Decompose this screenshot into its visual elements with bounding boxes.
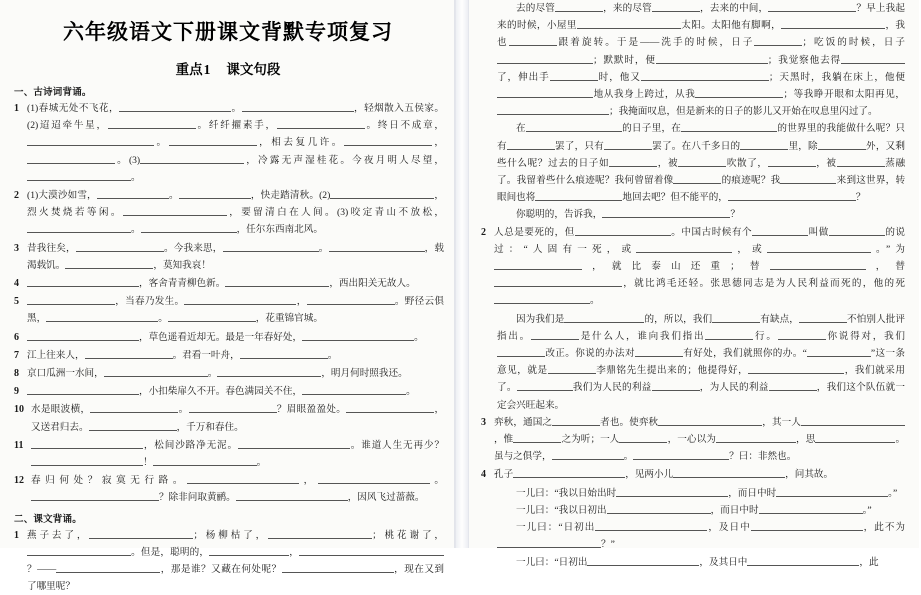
answer-blank[interactable] xyxy=(97,187,169,199)
group-heading-poetry: 一、古诗词背诵。 xyxy=(14,88,92,98)
answer-blank[interactable] xyxy=(65,257,153,269)
question-item xyxy=(12,240,444,274)
answer-blank[interactable] xyxy=(837,155,885,167)
question-number: 12 xyxy=(14,475,24,487)
answer-blank[interactable] xyxy=(507,138,555,150)
answer-blank[interactable] xyxy=(607,502,711,514)
answer-blank[interactable] xyxy=(751,519,863,531)
section-number: 1 xyxy=(203,62,211,77)
answer-blank[interactable] xyxy=(695,86,783,98)
question-text: 孔子 ，见两小儿 ，问其故。 xyxy=(494,466,905,483)
answer-blank[interactable] xyxy=(728,189,856,201)
answer-blank[interactable] xyxy=(79,454,143,466)
section-heading xyxy=(12,58,444,78)
question-text: 江上往来人， 。君看一叶舟， 。 xyxy=(27,347,444,364)
question-number: 5 xyxy=(14,296,19,308)
question-number: 2 xyxy=(481,226,486,238)
answer-blank[interactable] xyxy=(768,155,816,167)
section-name: 课文句段 xyxy=(226,62,281,77)
question-item xyxy=(12,383,444,400)
question-text: 弈秋，通国之 者也。使弈秋 ，其一人，惟 之为听；一人 ，一心以为 ，思 。虽与之俱学， 。 ？曰：非然也。 xyxy=(494,414,905,466)
answer-blank[interactable] xyxy=(577,17,681,29)
answer-blank[interactable] xyxy=(769,379,817,391)
answer-blank[interactable] xyxy=(633,448,729,460)
answer-blank[interactable] xyxy=(497,103,609,115)
answer-blank[interactable] xyxy=(189,401,277,413)
question-text: ，松间沙路净无泥。 。谁道人生无再少？！ 。 xyxy=(31,437,444,471)
answer-blank[interactable] xyxy=(302,329,414,341)
question-number: 3 xyxy=(481,416,486,428)
paragraph-text: 你聪明的，告诉我， ？ xyxy=(479,206,905,223)
answer-blank[interactable] xyxy=(307,293,395,305)
question-text: 水是眼波横， 。 ？眉眼盈盈处。 ，又送君归去。 ，千万和春住。 xyxy=(31,401,444,435)
answer-blank[interactable] xyxy=(652,0,700,12)
answer-blank[interactable] xyxy=(815,431,895,443)
answer-blank[interactable] xyxy=(799,311,847,323)
answer-blank[interactable] xyxy=(566,189,622,201)
question-text: (1)春城无处不飞花， 。 ，轻烟散入五侯家。(2)迢迢牵牛星， 。纤纤擢素手， 。终日不成章，。 ，相去复几许。 ，。(3) ，冷露无声湿桂花。今夜月明人尽望，。 xyxy=(27,100,444,186)
answer-blank[interactable] xyxy=(108,117,196,129)
paragraph-clipped: 一儿曰：“日初出 ，及其日中 ，此 xyxy=(479,554,905,571)
answer-blank[interactable] xyxy=(602,206,730,218)
answer-blank[interactable] xyxy=(123,134,154,146)
question-item xyxy=(12,100,444,186)
answer-blank[interactable] xyxy=(497,86,593,98)
question-item xyxy=(479,414,905,466)
answer-blank[interactable] xyxy=(716,431,796,443)
answer-blank[interactable] xyxy=(807,345,871,357)
answer-blank[interactable] xyxy=(31,489,159,501)
answer-blank[interactable] xyxy=(85,347,173,359)
answer-blank[interactable] xyxy=(140,152,244,164)
answer-blank[interactable] xyxy=(118,310,158,322)
group-heading-prose: 二、课文背诵。 xyxy=(14,514,82,525)
question-item xyxy=(479,466,905,483)
answer-blank[interactable] xyxy=(801,414,905,426)
answer-blank[interactable] xyxy=(31,437,143,449)
answer-blank[interactable] xyxy=(31,454,79,466)
answer-blank[interactable] xyxy=(277,117,365,129)
answer-blank[interactable] xyxy=(27,383,139,395)
question-number: 4 xyxy=(14,278,19,290)
answer-blank[interactable] xyxy=(509,34,557,46)
question-number: 3 xyxy=(14,242,19,254)
answer-blank[interactable] xyxy=(841,52,905,64)
paragraph-text: 因为我们是 的，所以，我们 有缺点， 不怕别人批评指出。 是什么人，谁向我们指出 行。 你说得对，我们改正。你说的办法对 有好处，我们就照你的办。“ ”这一条意见，就是 李鼎铭先生提出来的；他提得好， ，我们就采用了。 我们为人民的利益 ，为人民的利益 ，我们这个队伍就一定会兴旺起来。 xyxy=(479,311,905,414)
paragraph-text: 在 的日子里，在 的世界里的我能做什么呢？只有 罢了，只有 罢了。在八千多日的 里，除 外，又剩些什么呢？过去的日子如 ，被 吹散了， ，被 蒸融了。我留着些什么痕迹呢？我何曾留着像 的痕迹呢？我 来到这世界，转眼间也将 地回去吧？但不能平的， ？ xyxy=(479,120,905,206)
answer-blank[interactable] xyxy=(89,419,177,431)
section-label: 重点 xyxy=(175,62,203,77)
answer-blank[interactable] xyxy=(535,189,566,201)
answer-blank[interactable] xyxy=(268,527,372,539)
answer-blank[interactable] xyxy=(119,100,231,112)
answer-blank[interactable] xyxy=(223,240,319,252)
answer-blank[interactable] xyxy=(27,329,139,341)
answer-blank[interactable] xyxy=(652,379,700,391)
question-item xyxy=(479,224,905,310)
answer-blank[interactable] xyxy=(90,401,178,413)
answer-blank[interactable] xyxy=(531,328,579,340)
question-number: 2 xyxy=(14,190,19,202)
answer-blank[interactable] xyxy=(27,169,131,181)
answer-blank[interactable] xyxy=(635,345,683,357)
answer-blank[interactable] xyxy=(752,224,808,236)
question-item xyxy=(12,187,444,239)
right-page xyxy=(469,0,919,568)
answer-blank[interactable] xyxy=(346,401,434,413)
question-text: ，小扣柴扉久不开。春色满园关不住， 。 xyxy=(27,383,444,400)
question-item xyxy=(12,437,444,471)
question-number: 8 xyxy=(14,368,19,380)
answer-blank[interactable] xyxy=(552,448,624,460)
answer-blank[interactable] xyxy=(673,466,785,478)
answer-blank[interactable] xyxy=(740,138,788,150)
answer-blank[interactable] xyxy=(494,258,582,270)
question-text: ，客舍青青柳色新。 ，西出阳关无故人。 xyxy=(27,275,444,292)
answer-blank[interactable] xyxy=(329,240,425,252)
answer-blank[interactable] xyxy=(768,0,856,12)
answer-blank[interactable] xyxy=(616,485,728,497)
answer-blank[interactable] xyxy=(705,328,753,340)
question-text: (1)大漠沙如雪， 。 ，快走踏清秋。(2) ，烈火焚烧若等闲。 ，要留清白在人间。(3)咬定青山不放松，。 ，任尔东西南北风。 xyxy=(27,187,444,239)
answer-blank[interactable] xyxy=(818,138,866,150)
answer-blank[interactable] xyxy=(299,544,444,556)
page-title: 六年级语文下册课文背默专项复习 xyxy=(63,19,393,44)
prose-list xyxy=(12,527,444,595)
answer-blank[interactable] xyxy=(497,52,593,64)
question-text: 昔我往矣， 。今我来思， 。 ，载渴载饥。 ，莫知我哀！ xyxy=(27,240,444,274)
question-text: ，当春乃发生。 ， 。野径云俱黑， 。 ，花重锦官城。 xyxy=(27,293,444,327)
answer-blank[interactable] xyxy=(513,466,625,478)
answer-blank[interactable] xyxy=(526,120,622,132)
answer-blank[interactable] xyxy=(767,241,871,253)
question-number: 7 xyxy=(14,349,19,361)
question-text: 燕子去了， ；杨柳枯了， ；桃花谢了，。但是，聪明的， ，？—— ，那是谁？又藏在何处呢？ ，现在又到了哪里呢？ xyxy=(27,527,444,595)
answer-blank[interactable] xyxy=(658,414,762,426)
answer-blank[interactable] xyxy=(564,311,644,323)
question-number: 1 xyxy=(14,103,19,114)
answer-blank[interactable] xyxy=(754,34,802,46)
paragraph-text: 去的尽管 ，来的尽管 ，去来的中间， ？早上我起来的时候，小屋里 太阳。太阳他有脚啊， ，我也 跟着旋转。于是——洗手的时候，日子 ；吃饭的时候，日子；默默时，便 ；我觉察他去得了，伸出手 时，他又 ；天黑时，我躺在床上，他便地从我身上跨过，从我 ；等我睁开眼和太阳再见，；我掩面叹息，但是新来的日子的影儿又开始在叹息里闪过了。 xyxy=(479,0,905,120)
question-item xyxy=(12,365,444,382)
answer-blank[interactable] xyxy=(153,454,257,466)
answer-blank[interactable] xyxy=(681,120,777,132)
answer-blank[interactable] xyxy=(548,362,596,374)
question-number: 10 xyxy=(14,404,24,416)
answer-blank[interactable] xyxy=(494,275,622,287)
question-item xyxy=(12,527,444,595)
answer-blank[interactable] xyxy=(781,17,885,29)
answer-blank[interactable] xyxy=(187,472,299,484)
question-number: 6 xyxy=(14,331,19,343)
answer-blank[interactable] xyxy=(56,561,160,573)
paragraph-text: 一儿曰：“日初出 ，及日中 ，此不为？” xyxy=(479,519,905,553)
answer-blank[interactable] xyxy=(169,134,257,146)
question-number: 4 xyxy=(481,469,486,481)
answer-blank[interactable] xyxy=(168,310,256,322)
answer-blank[interactable] xyxy=(209,544,289,556)
answer-blank[interactable] xyxy=(46,310,118,322)
answer-blank[interactable] xyxy=(236,489,348,501)
question-item xyxy=(12,329,444,346)
answer-blank[interactable] xyxy=(238,437,350,449)
question-number: 1 xyxy=(14,529,19,541)
answer-blank[interactable] xyxy=(225,275,329,287)
answer-blank[interactable] xyxy=(240,347,328,359)
answer-blank[interactable] xyxy=(217,365,321,377)
answer-blank[interactable] xyxy=(104,365,208,377)
answer-blank[interactable] xyxy=(302,383,406,395)
left-page xyxy=(0,0,455,593)
answer-blank[interactable] xyxy=(673,172,721,184)
answer-blank[interactable] xyxy=(770,258,866,270)
answer-blank[interactable] xyxy=(747,554,859,566)
answer-blank[interactable] xyxy=(587,554,699,566)
answer-blank[interactable] xyxy=(712,311,760,323)
answer-blank[interactable] xyxy=(759,502,863,514)
answer-blank[interactable] xyxy=(497,536,601,548)
answer-blank[interactable] xyxy=(829,224,885,236)
answer-blank[interactable] xyxy=(27,293,115,305)
answer-blank[interactable] xyxy=(184,293,296,305)
answer-blank[interactable] xyxy=(552,414,600,426)
answer-blank[interactable] xyxy=(76,240,164,252)
question-item xyxy=(12,293,444,327)
answer-blank[interactable] xyxy=(636,241,732,253)
answer-blank[interactable] xyxy=(344,134,432,146)
answer-blank[interactable] xyxy=(550,69,598,81)
answer-blank[interactable] xyxy=(89,527,193,539)
answer-blank[interactable] xyxy=(575,224,671,236)
question-number: 9 xyxy=(14,386,19,398)
answer-blank[interactable] xyxy=(641,69,769,81)
answer-blank[interactable] xyxy=(776,485,888,497)
question-item xyxy=(12,401,444,435)
answer-blank[interactable] xyxy=(242,100,354,112)
answer-blank[interactable] xyxy=(678,155,726,167)
answer-blank[interactable] xyxy=(27,275,139,287)
question-text: 春归何处？寂寞无行路。 ， 。？除非问取黄鹂。 ，因风飞过蔷薇。 xyxy=(31,472,444,506)
question-text: 京口瓜洲一水间， 。 ，明月何时照我还。 xyxy=(27,365,444,382)
question-text: ，草色遥看近却无。最是一年春好处， 。 xyxy=(27,329,444,346)
paragraph-text: 一儿曰：“我以日始出时 ，而日中时 。” xyxy=(479,485,905,502)
answer-blank[interactable] xyxy=(27,544,131,556)
answer-blank[interactable] xyxy=(282,561,394,573)
page-gutter xyxy=(455,0,469,548)
answer-blank[interactable] xyxy=(609,155,657,167)
answer-blank[interactable] xyxy=(318,472,430,484)
answer-blank[interactable] xyxy=(748,362,844,374)
answer-blank[interactable] xyxy=(513,431,561,443)
answer-blank[interactable] xyxy=(778,328,826,340)
answer-blank[interactable] xyxy=(595,519,707,531)
question-text: 人总是要死的，但 。中国古时候有个 叫做 的说过：“人固有一死，或 ，或 。”为，就比泰山还重；替 ，替，就比鸿毛还轻。张思德同志是为人民利益而死的，他的死。 xyxy=(494,224,905,310)
answer-blank[interactable] xyxy=(619,431,667,443)
answer-blank[interactable] xyxy=(604,138,652,150)
question-number: 11 xyxy=(14,439,24,451)
answer-blank[interactable] xyxy=(517,379,573,391)
question-item xyxy=(12,347,444,364)
answer-blank[interactable] xyxy=(780,172,836,184)
right-content-list xyxy=(479,0,905,571)
answer-blank[interactable] xyxy=(123,204,227,216)
paragraph-text: 一儿曰：“我以日初出 ，而日中时 。” xyxy=(479,502,905,519)
answer-blank[interactable] xyxy=(179,187,251,199)
answer-blank[interactable] xyxy=(494,292,590,304)
answer-blank[interactable] xyxy=(27,221,131,233)
answer-blank[interactable] xyxy=(656,52,768,64)
answer-blank[interactable] xyxy=(27,134,123,146)
answer-blank[interactable] xyxy=(555,0,603,12)
answer-blank[interactable] xyxy=(141,221,237,233)
question-item xyxy=(12,472,444,506)
answer-blank[interactable] xyxy=(497,345,545,357)
answer-blank[interactable] xyxy=(330,187,434,199)
question-item xyxy=(12,275,444,292)
poetry-list xyxy=(12,100,444,507)
answer-blank[interactable] xyxy=(27,152,115,164)
